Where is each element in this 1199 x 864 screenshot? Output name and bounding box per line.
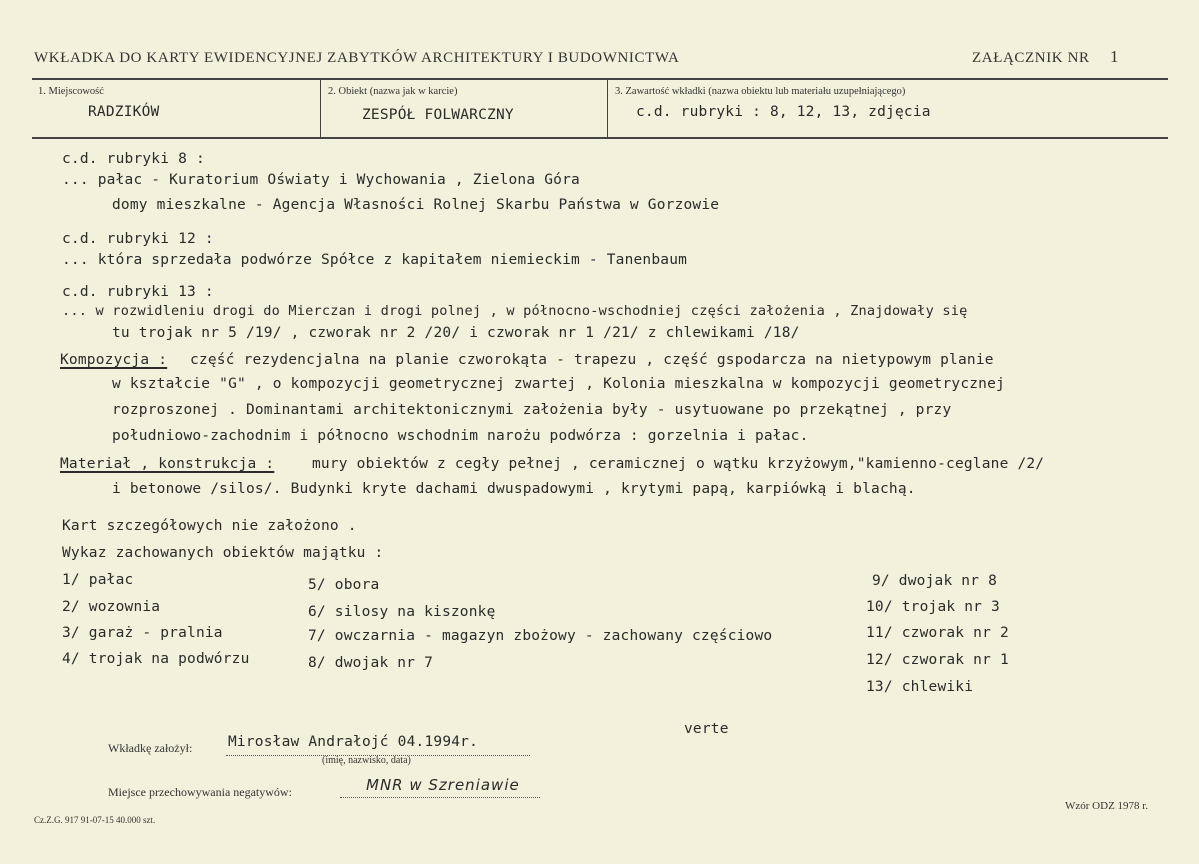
object-item: 5/ obora	[308, 577, 380, 593]
negatives-dotline	[340, 797, 540, 798]
body-line-1: c.d. rubryki 8 :	[62, 151, 205, 167]
kompozycja-line-2: w kształcie "G" , o kompozycji geometrycznej zwartej , Kolonia mieszkalna w kompozycji geometrycznej	[112, 376, 1005, 392]
print-code: Cz.Z.G. 917 91-07-15 40.000 szt.	[34, 815, 156, 825]
attachment-label: ZAŁĄCZNIK NR	[972, 50, 1090, 66]
form-code: Wzór ODZ 1978 r.	[1065, 800, 1149, 812]
object-item: 7/ owczarnia - magazyn zbożowy - zachowany częściowo	[308, 628, 773, 644]
negatives-label: Miejsce przechowywania negatywów:	[108, 785, 292, 799]
object-item: 13/ chlewiki	[866, 679, 974, 695]
object-item: 11/ czworak nr 2	[866, 625, 1009, 641]
body-line-7: ... w rozwidleniu drogi do Mierczan i drogi polnej , w północno-wschodniej części założenia , Znajdowały się	[62, 303, 968, 319]
verte-note: verte	[684, 721, 729, 737]
object-item: 1/ pałac	[62, 572, 134, 588]
body-line-5: ... która sprzedała podwórze Spółce z kapitałem niemieckim - Tanenbaum	[62, 252, 688, 268]
field-2-value: ZESPÓŁ FOLWARCZNY	[362, 107, 514, 123]
created-by-caption: (imię, nazwisko, data)	[322, 755, 411, 766]
field-2-label: 2. Obiekt (nazwa jak w karcie)	[328, 86, 458, 97]
field-divider-1	[320, 80, 321, 137]
document-title: WKŁADKA DO KARTY EWIDENCYJNEJ ZABYTKÓW ARCHITEKTURY I BUDOWNICTWA	[34, 50, 680, 66]
body-line-6: c.d. rubryki 13 :	[62, 284, 214, 300]
body-line-4: c.d. rubryki 12 :	[62, 231, 214, 247]
body-line-2: ... pałac - Kuratorium Oświaty i Wychowania , Zielona Góra	[62, 172, 580, 188]
attachment-number: 1	[1110, 47, 1119, 66]
object-item: 12/ czworak nr 1	[866, 652, 1009, 668]
created-by-value: Mirosław Andrałojć 04.1994r.	[228, 734, 479, 750]
material-line-1: mury obiektów z cegły pełnej , ceramicznej o wątku krzyżowym,"kamienno-ceglane /2/	[312, 456, 1045, 472]
top-rule	[32, 78, 1168, 80]
object-item: 8/ dwojak nr 7	[308, 655, 434, 671]
kompozycja-line-1: część rezydencjalna na planie czworokąta - trapezu , część gspodarcza na nietypowym planie	[190, 352, 994, 368]
field-3-value: c.d. rubryki : 8, 12, 13, zdjęcia	[636, 104, 931, 120]
created-by-label: Wkładkę założył:	[108, 741, 193, 755]
field-1-label: 1. Miejscowość	[38, 86, 104, 97]
fields-bottom-rule	[32, 137, 1168, 139]
object-item: 9/ dwojak nr 8	[872, 573, 998, 589]
object-item: 10/ trojak nr 3	[866, 599, 1000, 615]
object-item: 2/ wozownia	[62, 599, 161, 615]
field-3-label: 3. Zawartość wkładki (nazwa obiektu lub materiału uzupełniającego)	[615, 86, 906, 97]
field-1-value: RADZIKÓW	[88, 104, 160, 120]
object-item: 4/ trojak na podwórzu	[62, 651, 250, 667]
kart-note: Kart szczegółowych nie założono .	[62, 518, 357, 534]
body-line-8: tu trojak nr 5 /19/ , czworak nr 2 /20/ i czworak nr 1 /21/ z chlewikami /18/	[112, 325, 800, 341]
object-item: 6/ silosy na kiszonkę	[308, 604, 496, 620]
field-divider-2	[607, 80, 608, 137]
kompozycja-line-4: południowo-zachodnim i północno wschodnim narożu podwórza : gorzelnia i pałac.	[112, 428, 809, 444]
material-label: Materiał , konstrukcja :	[60, 456, 275, 472]
kompozycja-line-3: rozproszonej . Dominantami architektonicznymi założenia były - usytuowane po przekątnej , przy	[112, 402, 952, 418]
negatives-value: MNR w Szreniawie	[366, 776, 520, 794]
wykaz-heading: Wykaz zachowanych obiektów majątku :	[62, 545, 384, 561]
kompozycja-label: Kompozycja :	[60, 352, 168, 368]
object-item: 3/ garaż - pralnia	[62, 625, 223, 641]
body-line-3: domy mieszkalne - Agencja Własności Rolnej Skarbu Państwa w Gorzowie	[112, 197, 720, 213]
material-line-2: i betonowe /silos/. Budynki kryte dachami dwuspadowymi , krytymi papą, karpiówką i blachą.	[112, 481, 916, 497]
